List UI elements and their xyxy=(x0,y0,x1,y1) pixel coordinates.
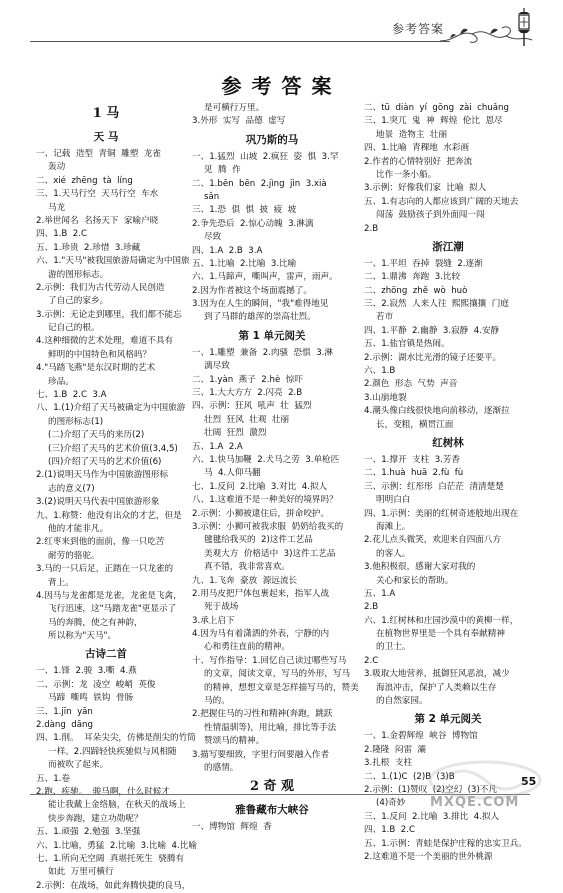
answer-line: 二、1.bēn bēn 2.jìng jìn 3.xià xyxy=(192,178,327,189)
lesson-heading: 浙江潮 xyxy=(432,240,464,253)
answer-line: 3.扎根 支柱 xyxy=(364,758,413,769)
answer-line: 一样。2.四蹄轻快疾驰似与风相随 xyxy=(48,746,177,757)
lesson-heading: 第 1 单元阅关 xyxy=(238,329,306,342)
answer-line: 的自然家园。 xyxy=(376,696,428,707)
answer-line: 三、2.寂然 人来人往 熙熙攘攘 门庭 xyxy=(364,299,509,310)
answer-line: 鲜明的中国特色和风格吗？ xyxy=(48,349,152,360)
answer-line: 四、1.比喻 青稞地 水彩画 xyxy=(364,143,470,154)
answer-line: 2.B xyxy=(364,223,379,234)
answer-line: 五、1.盐官镇是热闹。 xyxy=(364,339,450,350)
answer-line: 闯荡 鼓励孩子到外面闯一闯 xyxy=(376,210,485,221)
answer-line: 五、1.A 2.A xyxy=(192,441,243,452)
answer-line: 九、1.飞奔 豪放 源远流长 xyxy=(192,575,298,586)
answer-line: 2.这难道不是一个美丽的世外桃源 xyxy=(364,851,493,862)
answer-line: 2.B xyxy=(364,602,379,613)
answer-line: 2.跑、疾驰。 骏马啊，什么时候才 xyxy=(36,786,170,797)
answer-line: 美观大方 价格适中 3)这件工艺品 xyxy=(204,548,336,559)
answer-line: 八、1.这难道不是一种美好的境界吗？ xyxy=(192,495,338,506)
answer-line: 心和勇往直前的精神。 xyxy=(204,642,290,653)
answer-line: 马的奔腾，使之有神韵， xyxy=(48,617,143,628)
answer-line: 马龙 xyxy=(48,202,66,213)
answer-line: 五、1.珍贵 2.珍惜 3.珍藏 xyxy=(36,242,141,253)
answer-line: 尽致 xyxy=(204,232,222,243)
answer-line: 真不错，我非常喜欢。 xyxy=(204,562,290,573)
answer-line: 三、1.天马行空 天马行空 车水 xyxy=(36,189,159,200)
answer-line: 四、1.示例：美丽的红树奇迹般地出现在 xyxy=(364,508,519,519)
answer-line: 而被吹了起来。 xyxy=(48,760,109,771)
answer-line: 二、1.(1)C (2)B (3)B xyxy=(364,771,455,782)
answer-line: 六、1.B xyxy=(364,366,396,377)
answer-line: 2.示例：湖水比光滑的镜子还要平。 xyxy=(364,352,502,363)
answer-line: 地景 造物主 壮丽 xyxy=(376,129,448,140)
answer-line: 3.示例：好像我们家 比喻 拟人 xyxy=(364,183,487,194)
answer-line: 五、1.卷 xyxy=(36,773,70,784)
answer-line: 2.争先恐后 2.惊心动魄 3.淋漓 xyxy=(192,218,314,229)
answer-line: 的卫士。 xyxy=(376,642,411,653)
answer-line: 七、1.反问 2.比喻 3.对比 4.拟人 xyxy=(192,481,328,492)
answer-line: 若市 xyxy=(376,312,394,323)
answer-line: 4.这种细微的艺术处理，难道不具有 xyxy=(36,336,174,347)
answer-line: 一、博物馆 辉煌 香 xyxy=(192,822,272,833)
answer-line: 四、1.A 2.B 3.A xyxy=(192,245,263,256)
answer-line: 2.示例：小狮被逮住后，拼命咬护。 xyxy=(192,508,330,519)
answer-line: 漓尽致 xyxy=(204,361,230,372)
lesson-heading: 红树林 xyxy=(432,436,464,449)
answer-line: 壮阔 狂烈 激烈 xyxy=(204,428,267,439)
answer-line: (二)介绍了天马的来历(2) xyxy=(48,430,145,441)
answer-line: 2.示例：我们为古代劳动人民创造 xyxy=(36,282,165,293)
answer-line: 二、1.鼎沸 奔跑 3.比较 xyxy=(364,272,461,283)
answer-line: 六、1.红树林和庄园沙漠中的黄柳一样， xyxy=(364,615,519,626)
answer-line: 二、1.huà huā 2.fù fù xyxy=(364,468,464,479)
answer-line: 十、写作指导：1.回忆自己读过哪些写马 xyxy=(192,655,347,666)
answer-line: 2.(1)说明天马作为中国旅游图形标 xyxy=(36,470,169,481)
answer-line: 壮烈 狂风 壮观 壮丽 xyxy=(204,414,290,425)
answer-line: 马的。 xyxy=(204,696,230,707)
answer-line: 了自己的家乡。 xyxy=(48,296,109,307)
lesson-heading: 天 马 xyxy=(93,131,119,143)
answer-line: 四、1.B 2.C xyxy=(36,229,87,240)
answer-line: 飞行迅速，这"马踏龙雀"更显示了 xyxy=(48,604,177,615)
answer-line: 三、示例：红彤彤 白茫茫 清清楚楚 xyxy=(364,481,504,492)
unit-heading: 2 奇 观 xyxy=(249,779,295,795)
answer-line: 七、1.B 2.C 3.A xyxy=(36,390,107,401)
answer-line: 4."马踏飞燕"是东汉时期的艺术 xyxy=(36,363,156,374)
answer-line: (4)奇妙 xyxy=(376,798,406,809)
answer-line: 的图形标志(1) xyxy=(48,416,104,427)
watermark-text: MXQE.COM xyxy=(430,795,520,810)
answer-line: 游的图形标志。 xyxy=(48,269,109,280)
answer-line: 2.用马皮把尸体包裹起来，指军人战 xyxy=(192,588,330,599)
answer-line: 二、tū diàn yí gōng zài chuǎng xyxy=(364,103,509,113)
answer-line: 二、1.yàn 燕子 2.hè 惊吓 xyxy=(192,374,303,385)
answer-line: 比作一条小船。 xyxy=(376,169,437,180)
answer-column-2 xyxy=(192,102,359,835)
answer-line: 所以称为"天马"。 xyxy=(48,631,117,642)
answer-line: 四、1.平静 2.幽静 3.寂静 4.安静 xyxy=(364,325,500,336)
answer-line: 赞颂马的精神。 xyxy=(204,736,265,747)
answer-line: 背上。 xyxy=(48,577,74,588)
answer-line: 六、1.快马加鞭 2.犬马之劳 3.单枪匹 xyxy=(192,454,340,465)
answer-line: 的客人。 xyxy=(376,548,411,559)
answer-column-3 xyxy=(364,102,532,864)
answer-line: 2.因为作者被这个场面震撼了。 xyxy=(192,285,312,296)
answer-line: 三、1.大大方方 2.闪亮 2.B xyxy=(192,388,303,399)
answer-line: 六、1."天马"被我国旅游局确定为中国旅 xyxy=(36,256,190,267)
answer-line: 五、1.示例：青蛙是保护庄稼的忠实卫兵。 xyxy=(364,838,527,849)
main-title: 参考答案 xyxy=(221,74,342,98)
answer-line: 3.因为在人生的瞬间，"我"难得地见 xyxy=(192,299,329,310)
answer-line: 2.C xyxy=(364,655,379,666)
answer-line: 五、1.有志向的人都应该到广阔的天地去 xyxy=(364,196,519,207)
lamp-icon xyxy=(513,6,535,48)
answer-line: 一、1.平坦 吞掉 裂缝 2.逐渐 xyxy=(364,258,483,269)
answer-line: 珍品。 xyxy=(48,376,74,387)
answer-line: 七、1.所向无空阔 真堪托死生 骁腾有 xyxy=(36,853,185,864)
answer-line: 性情温驯等)，用比喻，排比等手法 xyxy=(204,722,337,733)
answer-line: 一、1.撑开 支柱 3.芳香 xyxy=(364,454,461,465)
answer-line: 五、1.比喻 2.比喻 3.比喻 xyxy=(192,258,297,269)
lesson-heading: 巩乃斯的马 xyxy=(245,133,299,146)
unit-heading: 1 马 xyxy=(92,106,120,121)
answer-line: 3.描写要细致，字里行间要融入作者 xyxy=(192,749,330,760)
header-rule xyxy=(30,41,450,42)
answer-line: 毽毽给我买的 2)这件工艺品 xyxy=(204,535,313,546)
answer-line: 能让我戴上金络脑，在秋天的战场上 xyxy=(48,800,186,811)
answer-column-1 xyxy=(36,102,197,893)
answer-line: 3.承上启下 xyxy=(192,615,235,626)
answer-line: 2.颜色 形态 气势 声音 xyxy=(364,379,458,390)
answer-line: 耐劳的骆驼。 xyxy=(48,550,100,561)
answer-line: 3.示例：小狮可被我求服 奶奶给我买的 xyxy=(192,521,344,532)
answer-line: 2.举世闻名 名扬天下 家喻户晓 xyxy=(36,215,159,226)
answer-line: 的精神，想想文章是怎样描写马的，赞美 xyxy=(204,682,359,693)
answer-line: 的感情。 xyxy=(204,762,239,773)
answer-line: 4.因马与龙雀都是龙雀，龙雀是飞禽， xyxy=(36,590,182,601)
header-title: 参考答案 xyxy=(392,22,445,36)
lesson-heading: 第 2 单元阅关 xyxy=(414,713,482,726)
answer-line: 一、1.金碧辉煌 峡谷 博物馆 xyxy=(364,731,478,742)
answer-line: 2.示例：在战场，如此奔腾快捷的良马， xyxy=(36,880,191,891)
answer-line: 九、1.称赞：他没有出众的才艺，但是 xyxy=(36,510,182,521)
answer-line: 六、1.马蹄声，嘶叫声，雷声，雨声。 xyxy=(192,272,338,283)
answer-line: 3.(2)说明天马代表中国旅游形象 xyxy=(36,497,160,508)
answer-line: 四、1.B 2.C xyxy=(364,825,415,836)
answer-line: 一、1.猛烈 山坡 2.疯狂 姿 惧 3.罕 xyxy=(192,151,339,162)
answer-line: 五、1.A xyxy=(364,588,396,599)
answer-line: 海浪冲击，保护了人类赖以生存 xyxy=(376,682,497,693)
answer-line: 三、1.恐 俱 惧 披 疲 坡 xyxy=(192,205,297,216)
answer-line: 快步奔跑，建立功勋呢？ xyxy=(48,813,143,824)
answer-line: sǎn xyxy=(204,191,220,202)
answer-line: 2.把握住马的习性和精神(奔跑，跳跃 xyxy=(192,709,333,720)
answer-line: 马 4.人仰马翻 xyxy=(204,468,261,479)
page-header xyxy=(0,0,563,58)
answer-line: 二、示例：龙 凌空 峻峭 英俊 xyxy=(36,679,156,690)
answer-line: 一、1.雕塑 兼备 2.肉骚 恐惧 3.淋 xyxy=(192,347,333,358)
answer-line: 2.花儿点头微笑，欢迎来自四面八方 xyxy=(364,535,502,546)
lesson-heading: 雅鲁藏布大峡谷 xyxy=(235,804,309,817)
answer-line: 一、记载 造型 青铜 雕塑 龙雀 xyxy=(36,149,161,159)
answer-line: 3.吸取大地营养，抵御狂风恶浪，减少 xyxy=(364,669,510,680)
answer-line: 见 腾 作 xyxy=(204,165,241,176)
answer-line: 关心和家长的帮助。 xyxy=(376,575,454,586)
answer-line: 志的意义(7) xyxy=(48,483,95,494)
answer-line: 2.作者的心情特别好 把奔流 xyxy=(364,156,473,167)
answer-line: 三、1.突兀 鬼 神 辉煌 伦比 恩尽 xyxy=(364,116,503,127)
answer-line: 三、1.反问 2.比喻 3.排比 4.拟人 xyxy=(364,811,500,822)
answer-line: 如此 万里可横行 xyxy=(48,867,114,878)
answer-line: 2.红枣来到他的面前，像一只吃苦 xyxy=(36,537,165,548)
answer-line: 四、1.削。 耳朵尖尖，仿佛是削尖的竹筒 xyxy=(36,733,196,744)
answer-line: 马蹄 嘶鸣 铁钩 骨肠 xyxy=(48,693,134,704)
answer-line: 2.dàng dāng xyxy=(36,720,93,731)
lesson-heading: 古诗二首 xyxy=(85,648,127,661)
answer-line: 他的才能非凡。 xyxy=(48,523,109,534)
answer-line: 轰动 xyxy=(48,162,66,173)
answer-line: 2.示例：(1)赞叹 (2)空幻 (3)不凡 xyxy=(364,784,497,795)
answer-line: 3.示例：无论走到哪里，我们都不能忘 xyxy=(36,309,182,320)
answer-line: 的文章，阅读文章，写马的外形，写马 xyxy=(204,669,351,680)
answer-line: 二、zhōng zhě wò huò xyxy=(364,285,468,296)
answer-line: 2.隆隆 闷雷 灞 xyxy=(364,744,427,755)
answer-line: 3.山崩地裂 xyxy=(364,392,407,403)
answer-line: 4.因为马有着潇洒的外表，宁静的内 xyxy=(192,629,330,640)
answer-line: 3.他积极很，感谢大家对我的 xyxy=(364,562,476,573)
answer-line: 在植物世界里是一个具有奉献精神 xyxy=(376,629,505,640)
answer-line: (四)介绍了天马的艺术价值(6) xyxy=(48,456,162,467)
answer-line: 到了马群的雄浑的崇高壮烈。 xyxy=(204,312,316,323)
answer-line: 明明白白 xyxy=(376,495,411,506)
answer-line: 死于战场 xyxy=(204,602,239,613)
answer-line: 四、示例：狂风 吼声 壮 猛烈 xyxy=(192,401,312,412)
answer-line: 海滩上。 xyxy=(376,521,411,532)
answer-line: 三、1.jīn yān xyxy=(36,706,93,717)
answer-line: 3.马的一只后足，正踏在一只龙雀的 xyxy=(36,564,174,575)
answer-line: 八、1.(1)介绍了天马被确定为中国旅游 xyxy=(36,403,186,414)
page-number: 55 xyxy=(521,775,537,788)
answer-line: (三)介绍了天马的艺术价值(3,4,5) xyxy=(48,443,178,454)
answer-line: 4.潮头像白线很快地向前移动，逐渐拉 xyxy=(364,406,510,417)
answer-line: 二、xié zhēng tà líng xyxy=(36,175,133,186)
answer-line: 长，变粗，横贯江面 xyxy=(376,419,454,430)
answer-line: 记自己的根。 xyxy=(48,323,100,334)
answer-line: 3.外形 实写 品德 虚写 xyxy=(192,116,286,127)
answer-line: 一、1.锋 2.骏 3.嘶 4.燕 xyxy=(36,666,137,677)
answer-line: 六、1.比喻，勇猛 2.比喻 3.比喻 4.比喻 xyxy=(36,840,197,851)
answer-line: 五、1.顽强 2.勉强 3.坚强 xyxy=(36,827,141,838)
answer-line: 是可横行万里。 xyxy=(204,103,265,113)
